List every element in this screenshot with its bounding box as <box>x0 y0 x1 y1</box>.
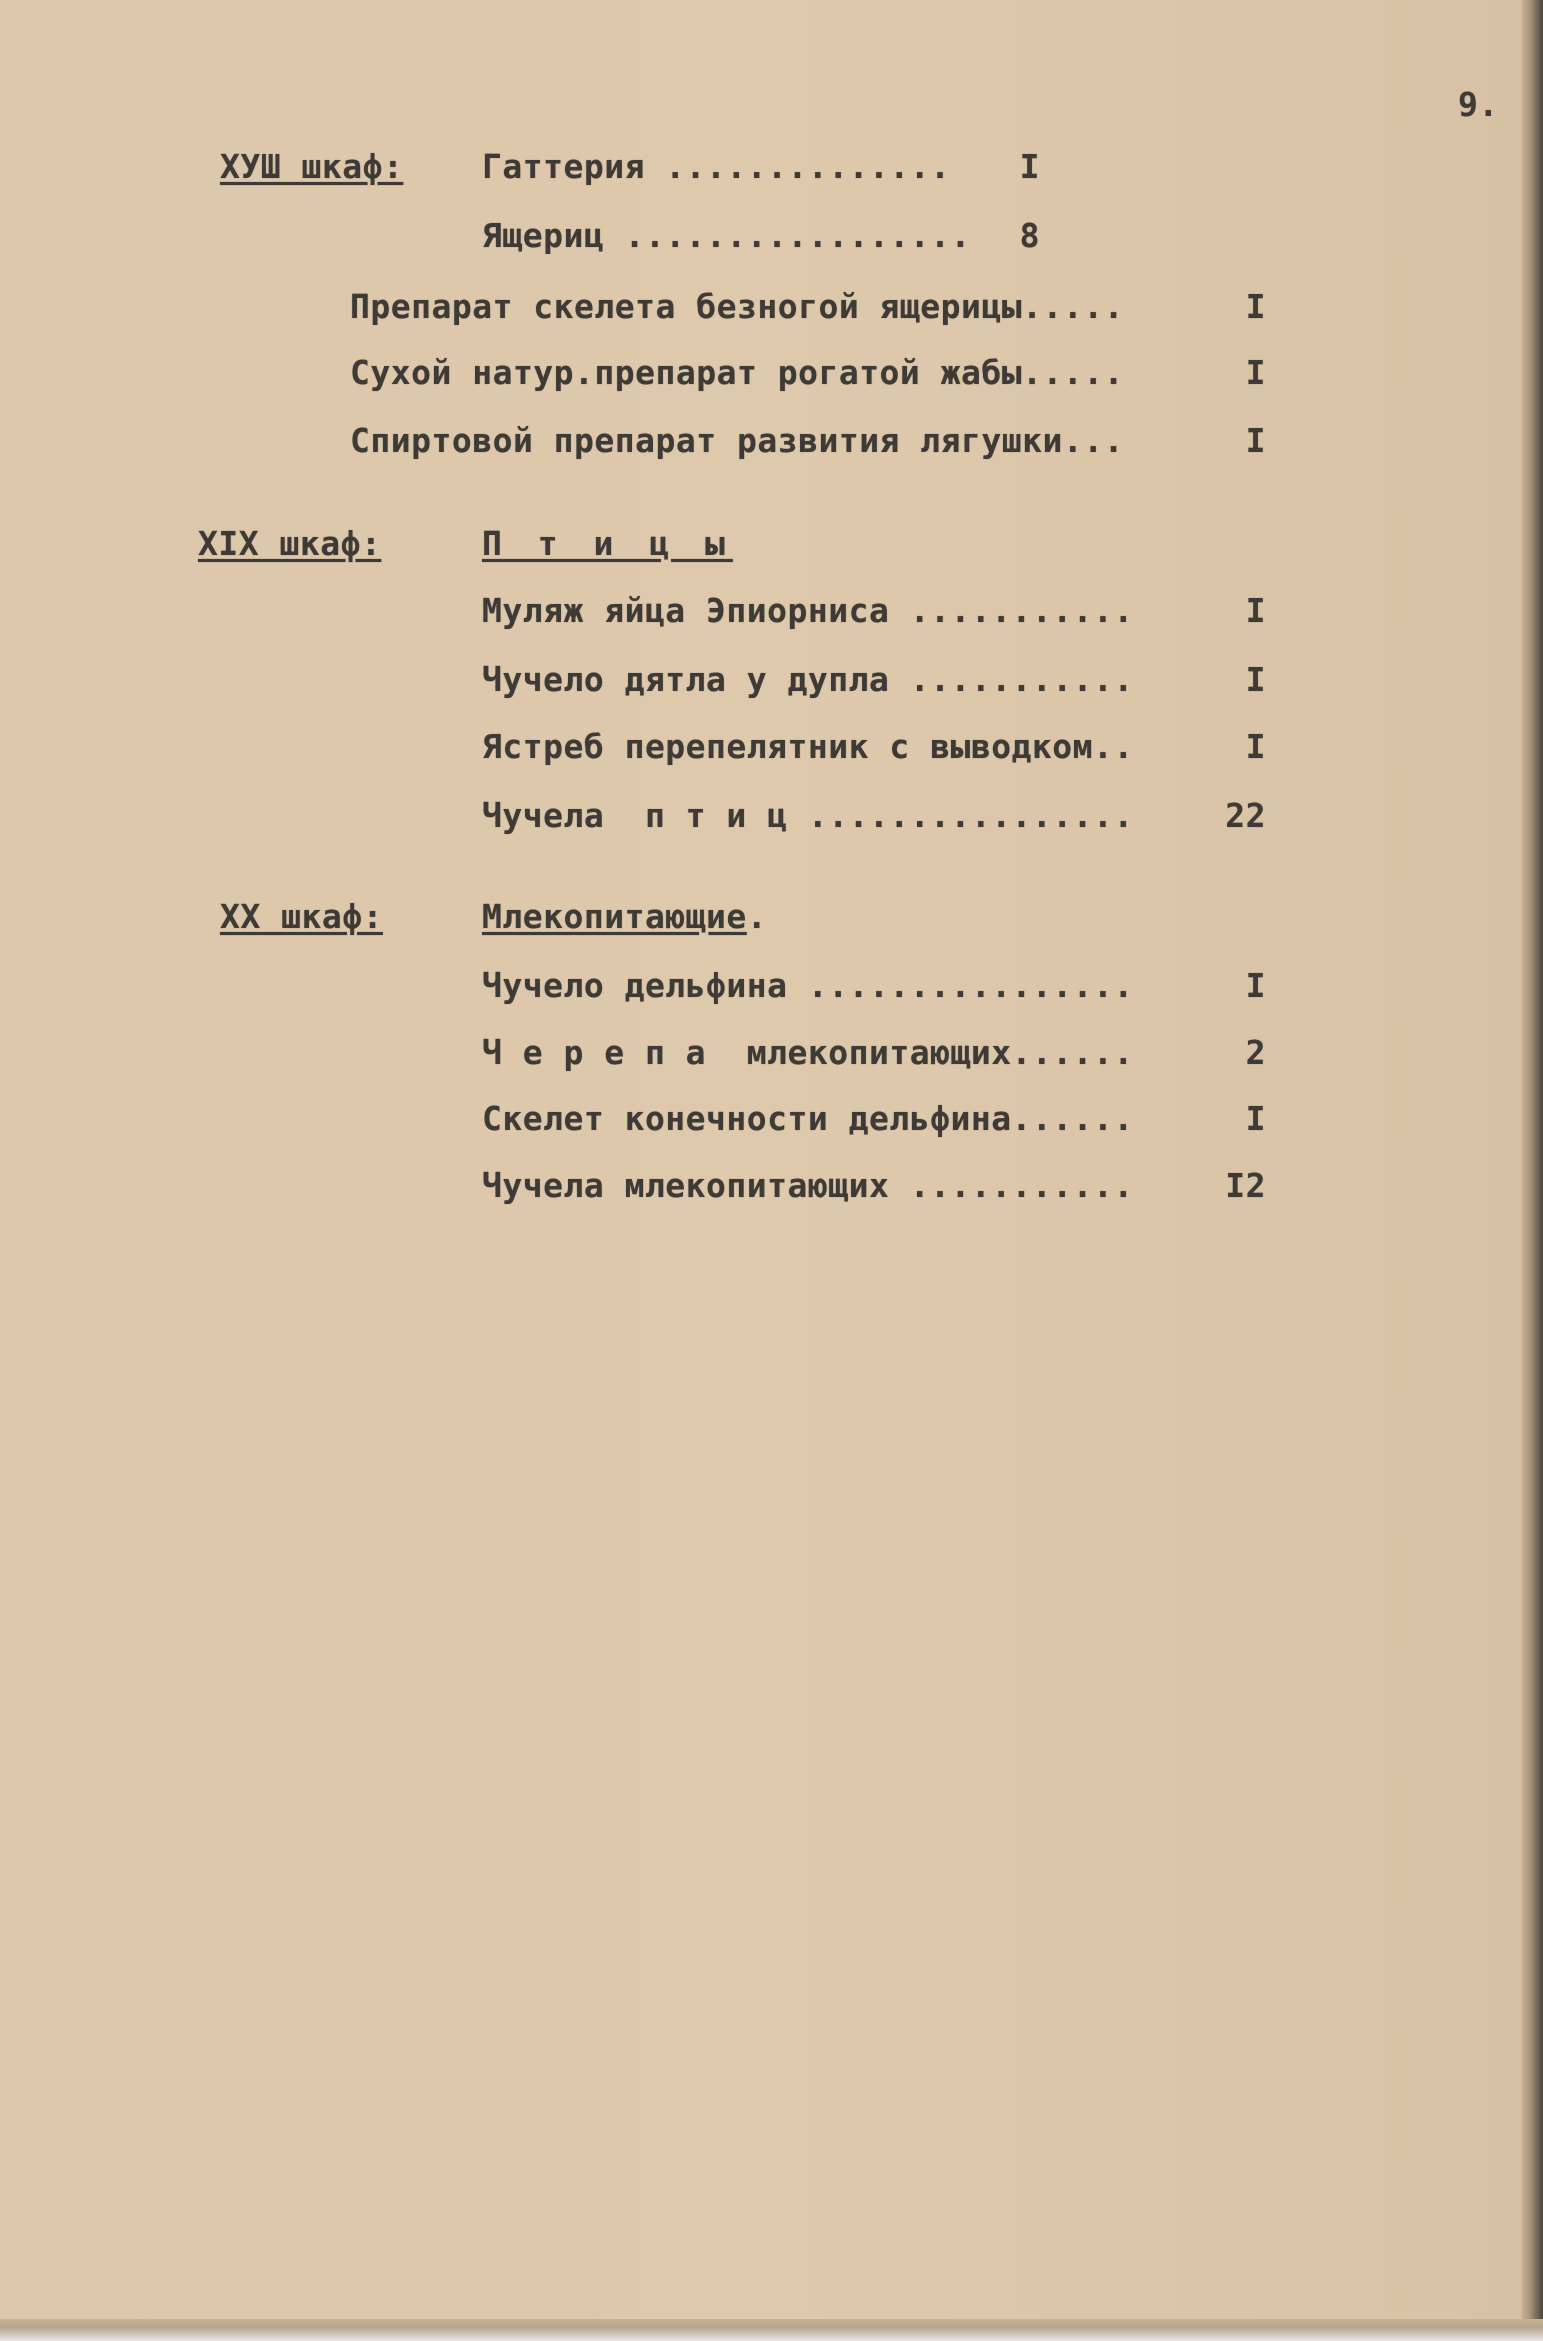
list-item-count: 2 <box>1245 1033 1266 1072</box>
list-item-count: I2 <box>1225 1166 1266 1205</box>
list-item-count: I <box>1245 1099 1266 1138</box>
section-subheading-wrap <box>482 897 768 936</box>
section-subheading: П т и ц ы <box>482 524 733 563</box>
list-item-count: I <box>1245 287 1266 326</box>
section-subheading-suffix: . <box>746 897 768 936</box>
list-item-count: I <box>1245 966 1266 1005</box>
list-item-count: I <box>1245 353 1266 392</box>
section-heading: ХУШ шкаф: <box>220 147 404 186</box>
page-number: 9. <box>1458 85 1499 124</box>
list-item-count: I <box>1245 591 1266 630</box>
list-item-count: I <box>1245 421 1266 460</box>
paper-right-edge <box>1521 0 1543 2341</box>
list-item-label: Ястреб перепелятник с выводком.. <box>482 727 1134 766</box>
list-item-count: I <box>1019 147 1040 186</box>
list-item-label: Чучело дятла у дупла ........... <box>482 660 1134 699</box>
section-heading: XX шкаф: <box>220 897 383 936</box>
paper-bottom-edge <box>0 2319 1543 2341</box>
list-item-label: Ч е р е п а млекопитающих...... <box>482 1033 1134 1072</box>
list-item-count: I <box>1245 660 1266 699</box>
list-item-count: 8 <box>1019 216 1040 255</box>
list-item-label: Сухой натур.препарат рогатой жабы..... <box>350 353 1124 392</box>
list-item-label: Спиртовой препарат развития лягушки... <box>350 421 1124 460</box>
list-item-label: Чучела п т и ц ................ <box>482 796 1134 835</box>
list-item-label: Гаттерия .............. <box>482 147 951 186</box>
list-item-count: 22 <box>1225 796 1266 835</box>
list-item-label: Чучело дельфина ................ <box>482 966 1134 1005</box>
list-item-label: Скелет конечности дельфина...... <box>482 1099 1134 1138</box>
section-subheading: Млекопитающие <box>482 897 747 936</box>
list-item-label: Чучела млекопитающих ........... <box>482 1166 1134 1205</box>
section-heading: XIX шкаф: <box>198 524 382 563</box>
list-item-label: Ящериц ................. <box>482 216 971 255</box>
list-item-count: I <box>1245 727 1266 766</box>
list-item-label: Муляж яйца Эпиорниса ........... <box>482 591 1134 630</box>
list-item-label: Препарат скелета безногой ящерицы..... <box>350 287 1124 326</box>
